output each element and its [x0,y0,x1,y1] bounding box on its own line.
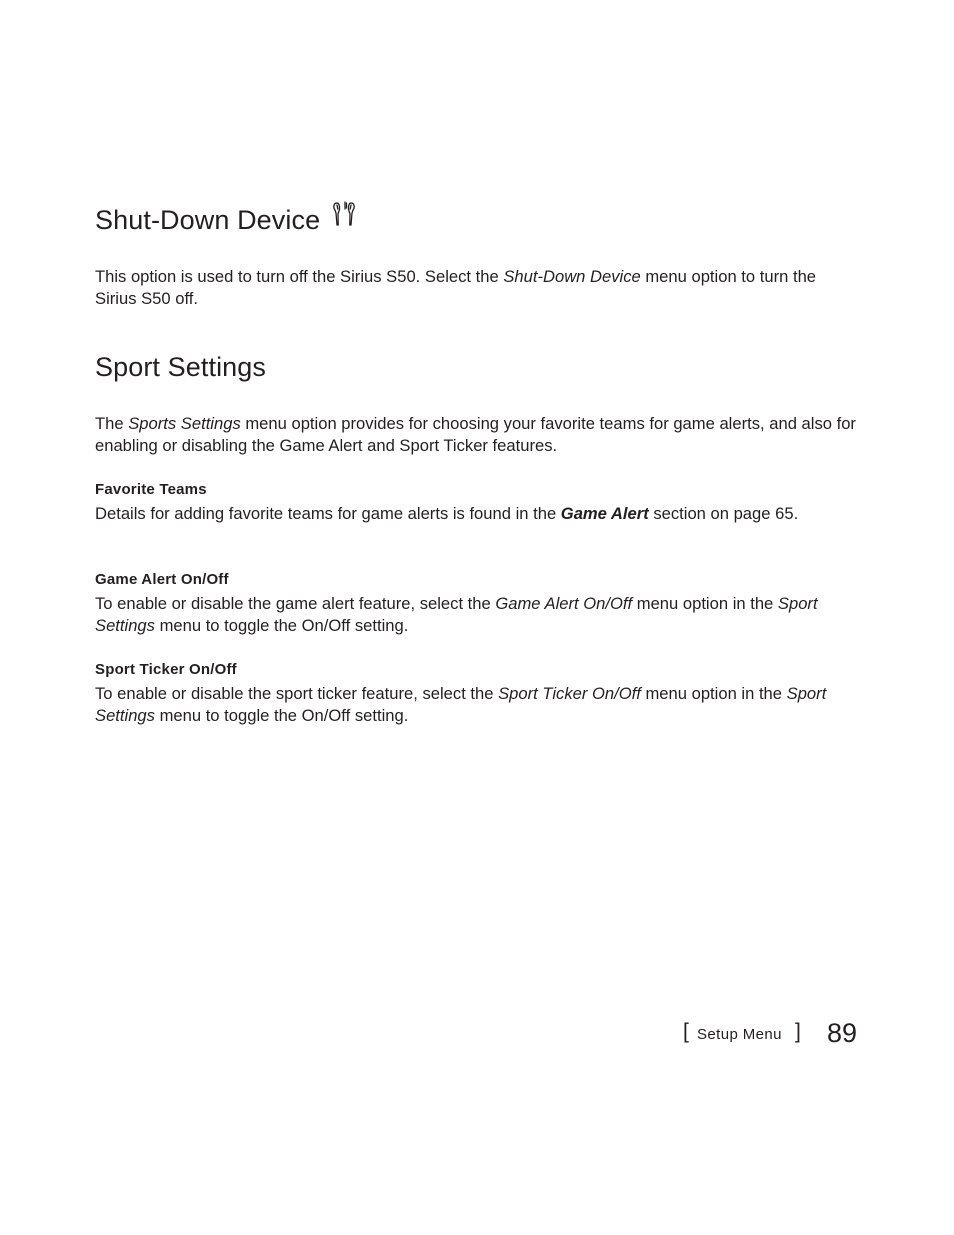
game-alert-text-a: To enable or disable the game alert feature, select the [95,594,496,613]
game-alert-heading: Game Alert On/Off [95,571,229,588]
shutdown-heading [95,205,356,238]
favorite-teams-heading: Favorite Teams [95,481,207,498]
sport-menu-option-name: Sports Settings [128,414,241,433]
ticker-text-a: To enable or disable the sport ticker feature, select the [95,684,499,703]
favorite-text-a: Details for adding favorite teams for game alerts is found in the [95,504,561,523]
shutdown-text-a: This option is used to turn off the Sirius S50. Select the [95,267,504,286]
shutdown-paragraph [95,266,860,310]
favorite-teams-paragraph [95,503,860,525]
earbuds-icon [332,199,356,238]
sport-settings-heading: Sport Settings [95,352,266,382]
shutdown-text-b: menu option to turn the Sirius S50 off. [95,267,817,308]
ticker-option-name: Sport Ticker On/Off [498,684,641,703]
game-alert-text-b: menu option in the [632,594,778,613]
shutdown-title: Shut-Down Device [95,205,321,235]
page-number: 89 [827,1018,858,1048]
shutdown-menu-option-name: Shut-Down Device [503,267,641,286]
footer-bracket-open: [ [683,1020,689,1043]
game-alert-option-name: Game Alert On/Off [495,594,633,613]
game-alert-reference: Game Alert [560,504,649,523]
sport-settings-paragraph [95,413,860,457]
sport-ticker-heading: Sport Ticker On/Off [95,661,237,678]
game-alert-paragraph [95,593,860,637]
ticker-text-b: menu option in the [640,684,787,703]
sport-text-b: menu option provides for choosing your favorite teams for game alerts, and also for enabling or disabling the Game Alert and Sport Ticker features. [95,414,856,455]
favorite-text-b: section on page 65. [648,504,799,523]
ticker-menu-name: Sport Settings [95,684,827,725]
game-alert-menu-name: Sport Settings [95,594,818,635]
page-footer [683,1018,863,1052]
ticker-text-c: menu to toggle the On/Off setting. [154,706,409,725]
footer-section-name: Setup Menu [697,1026,782,1043]
sport-ticker-paragraph [95,683,860,727]
game-alert-text-c: menu to toggle the On/Off setting. [154,616,409,635]
footer-bracket-close: ] [795,1020,801,1043]
sport-text-a: The [95,414,129,433]
